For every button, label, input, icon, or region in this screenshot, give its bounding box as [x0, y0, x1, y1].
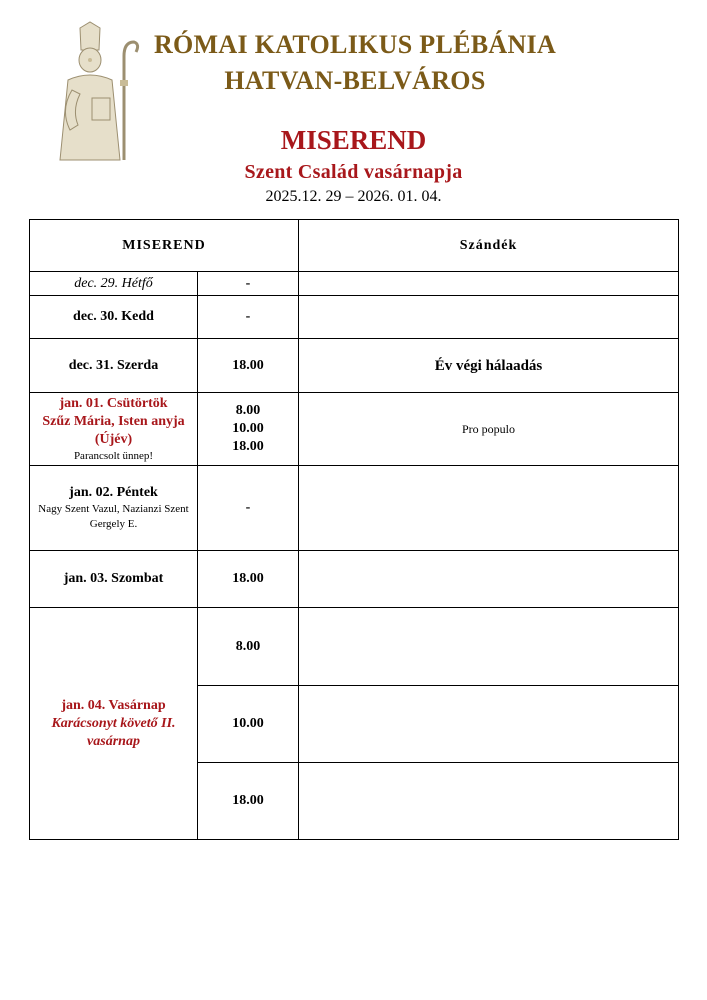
intention-cell	[299, 296, 679, 339]
column-header-miserend: MISEREND	[30, 220, 299, 272]
column-header-szandek: Szándék	[299, 220, 679, 272]
table-row	[30, 393, 679, 466]
intention-cell	[299, 686, 679, 763]
page-subtitle: Szent Család vasárnapja	[244, 161, 463, 183]
day-label: jan. 04. Vasárnap	[61, 697, 166, 713]
day-cell: dec. 30. Kedd	[30, 296, 198, 339]
day-label: jan. 01. Csütörtök	[59, 395, 168, 411]
time-cell: 18.00	[198, 763, 299, 840]
time-cell: 10.00	[198, 686, 299, 763]
feast-name: Karácsonyt követő II. vasárnap	[51, 715, 176, 749]
feast-name: Szűz Mária, Isten anyja (Újév)	[42, 413, 185, 447]
table-row	[30, 296, 679, 339]
time-cell: -	[198, 466, 299, 551]
time-cell: -	[198, 272, 299, 296]
day-cell	[30, 393, 198, 466]
day-cell: jan. 03. Szombat	[30, 551, 198, 608]
mass-time: 8.00	[235, 403, 261, 418]
table-row	[30, 339, 679, 393]
day-cell	[30, 608, 198, 840]
table-header-row	[30, 220, 679, 272]
day-cell: dec. 31. Szerda	[30, 339, 198, 393]
date-range: 2025.12. 29 – 2026. 01. 04.	[265, 188, 442, 205]
page-title: MISEREND	[280, 125, 427, 155]
intention-cell: Pro populo	[299, 393, 679, 466]
intention-cell	[299, 272, 679, 296]
time-cell: 18.00	[198, 339, 299, 393]
intention-cell	[299, 466, 679, 551]
intention-cell	[299, 551, 679, 608]
intention-cell: Év végi hálaadás	[299, 339, 679, 393]
time-cell: -	[198, 296, 299, 339]
feast-note: Parancsolt ünnep!	[73, 449, 154, 462]
day-cell: dec. 29. Hétfő	[30, 272, 198, 296]
time-cell	[198, 393, 299, 466]
intention-cell	[299, 763, 679, 840]
saint-note: Nagy Szent Vazul, Nazianzi Szent Gergely E.	[38, 503, 189, 530]
parish-name-line2: HATVAN-BELVÁROS	[224, 66, 486, 95]
table-row	[30, 551, 679, 608]
time-cell: 8.00	[198, 608, 299, 686]
day-label: jan. 02. Péntek	[69, 485, 158, 500]
table-row	[30, 466, 679, 551]
day-cell	[30, 466, 198, 551]
parish-name-line1: RÓMAI KATOLIKUS PLÉBÁNIA	[153, 30, 557, 59]
table-row	[30, 608, 679, 686]
table-row	[30, 272, 679, 296]
time-cell: 18.00	[198, 551, 299, 608]
mass-time: 18.00	[232, 439, 264, 454]
mass-time: 10.00	[232, 421, 264, 436]
intention-cell	[299, 608, 679, 686]
mass-schedule-table	[29, 219, 679, 840]
